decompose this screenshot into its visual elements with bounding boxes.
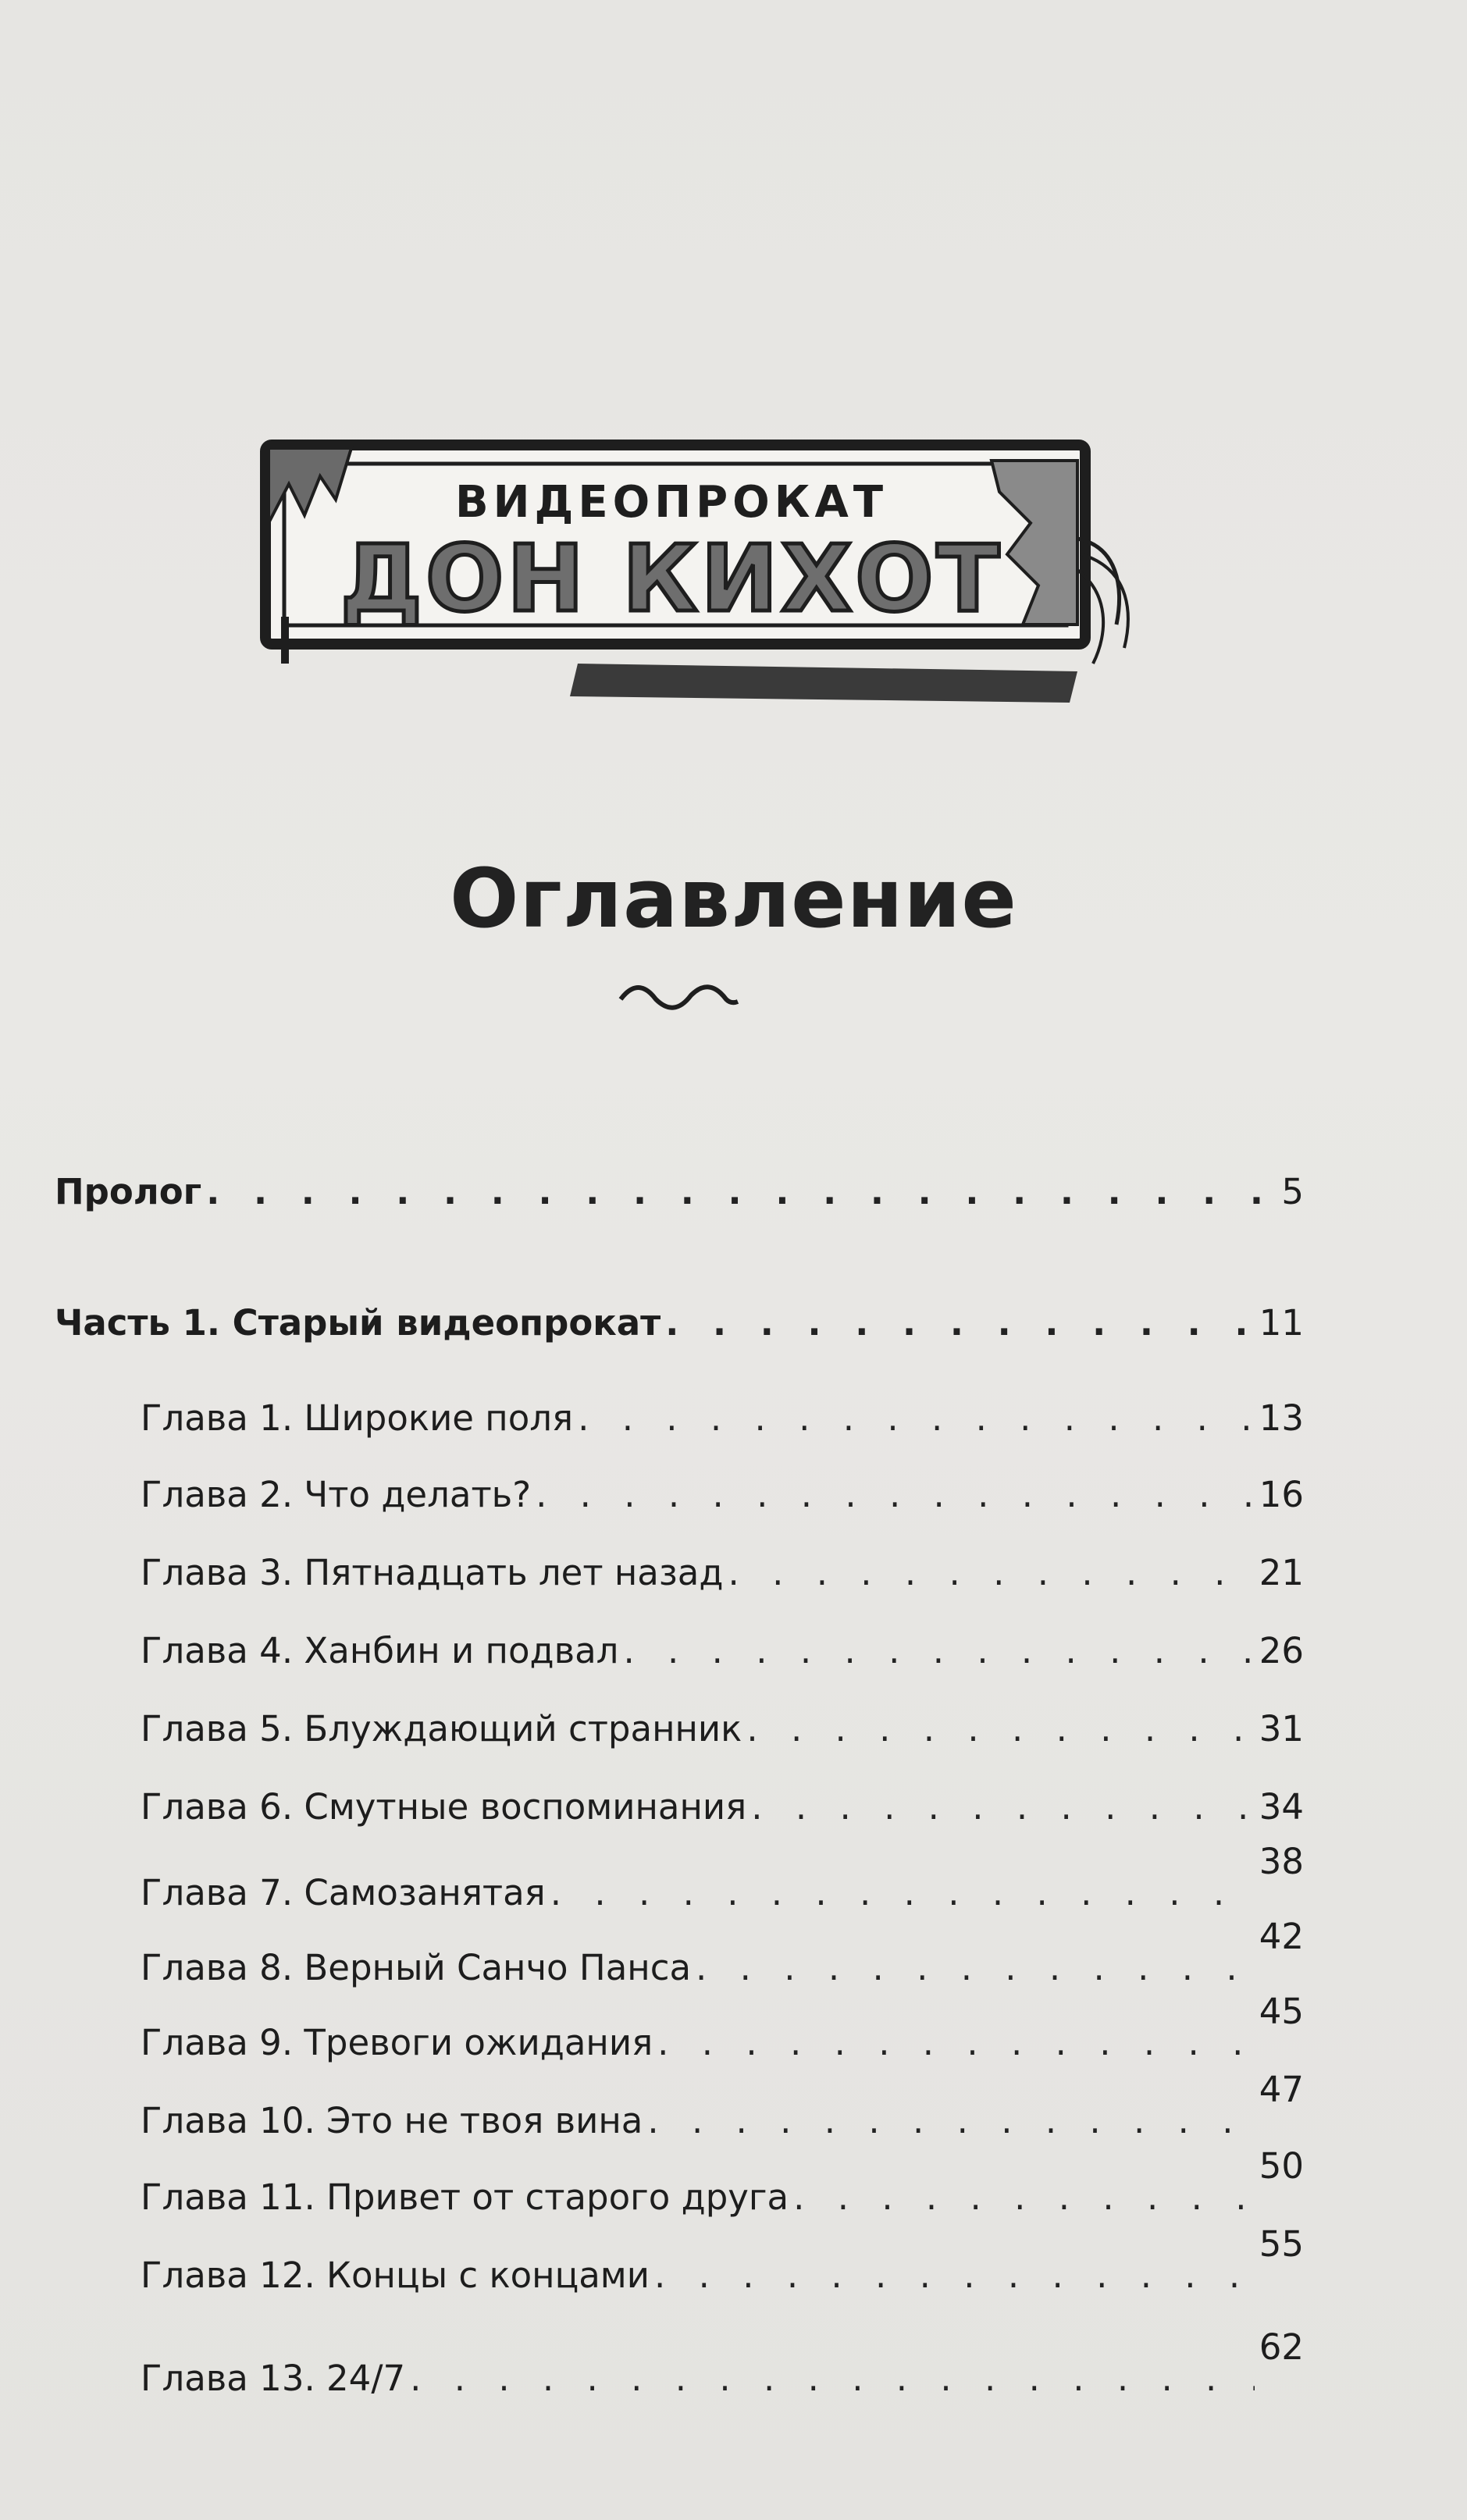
toc-entry-page: 62 xyxy=(1259,2326,1304,2368)
toc-entry-title: Глава 13. 24/7 xyxy=(141,2358,406,2399)
toc-entry-title: Глава 4. Ханбин и подвал xyxy=(141,1630,619,1671)
toc-entry-title: Глава 6. Смутные воспоминания xyxy=(141,1786,747,1828)
toc-entry-chapter[interactable] xyxy=(141,2326,1304,2399)
leader-dots xyxy=(550,1872,1255,1913)
toc-entry-prologue[interactable] xyxy=(55,1171,1304,1212)
toc-entry-page: 31 xyxy=(1259,1708,1304,1749)
toc-entry-chapter[interactable] xyxy=(141,2069,1304,2141)
toc-entry-chapter[interactable] xyxy=(141,1916,1304,1988)
toc-entry-page: 11 xyxy=(1259,1302,1304,1344)
toc-entry-page: 5 xyxy=(1281,1171,1304,1212)
toc-entry-title: Глава 1. Широкие поля xyxy=(141,1397,574,1439)
toc-entry-chapter[interactable] xyxy=(141,2223,1304,2296)
leader-dots xyxy=(657,2022,1255,2063)
toc-entry-title: Пролог xyxy=(55,1171,202,1212)
toc-entry-title: Глава 10. Это не твоя вина xyxy=(141,2100,643,2141)
toc-entry-title: Глава 2. Что делать? xyxy=(141,1474,532,1515)
leader-dots xyxy=(746,1708,1254,1749)
logo-sign xyxy=(258,429,1140,710)
leader-dots xyxy=(696,1947,1255,1988)
leader-dots xyxy=(654,2255,1255,2296)
leader-dots xyxy=(647,2100,1254,2141)
toc-entry-page: 42 xyxy=(1259,1916,1304,1957)
toc-entry-chapter[interactable] xyxy=(141,1786,1304,1828)
toc-entry-title: Глава 8. Верный Санчо Панса xyxy=(141,1947,692,1988)
toc-entry-page: 13 xyxy=(1259,1397,1304,1439)
toc-entry-page: 16 xyxy=(1259,1474,1304,1515)
logo-sign-graphic xyxy=(258,429,1140,710)
toc-entry-part1[interactable] xyxy=(55,1302,1304,1344)
toc-entry-chapter[interactable] xyxy=(141,1841,1304,1913)
toc-entry-page: 50 xyxy=(1259,2145,1304,2187)
leader-dots xyxy=(623,1630,1254,1671)
logo-line1: ВИДЕОПРОКАТ xyxy=(454,477,888,528)
logo-line2: ДОН КИХОТ xyxy=(340,525,1003,632)
toc-entry-page: 26 xyxy=(1259,1630,1304,1671)
squiggle-ornament xyxy=(617,980,742,1011)
toc-entry-chapter[interactable] xyxy=(141,1708,1304,1749)
toc-entry-chapter[interactable] xyxy=(141,1552,1304,1593)
toc-entry-page: 34 xyxy=(1259,1786,1304,1828)
toc-entry-chapter[interactable] xyxy=(141,2145,1304,2218)
toc-entry-page: 38 xyxy=(1259,1841,1304,1882)
toc-entry-title: Глава 5. Блуждающий странник xyxy=(141,1708,742,1749)
leader-dots xyxy=(578,1397,1255,1439)
toc-entry-title: Глава 7. Самозанятая xyxy=(141,1872,546,1913)
toc-entry-chapter[interactable] xyxy=(141,1630,1304,1671)
toc-entry-title: Глава 11. Привет от старого друга xyxy=(141,2177,789,2218)
leader-dots xyxy=(410,2358,1255,2399)
toc-entry-chapter[interactable] xyxy=(141,1474,1304,1515)
toc-entry-title: Часть 1. Старый видеопрокат xyxy=(55,1302,661,1344)
toc-entry-chapter[interactable] xyxy=(141,1397,1304,1439)
toc-entry-page: 47 xyxy=(1259,2069,1304,2110)
leader-dots xyxy=(751,1786,1254,1828)
leader-dots xyxy=(728,1552,1254,1593)
toc-entry-title: Глава 9. Тревоги ожидания xyxy=(141,2022,653,2063)
toc-entry-page: 45 xyxy=(1259,1991,1304,2032)
leader-dots xyxy=(206,1171,1277,1212)
toc-entry-page: 55 xyxy=(1259,2223,1304,2265)
toc-entry-title: Глава 3. Пятнадцать лет назад xyxy=(141,1552,724,1593)
toc-entry-title: Глава 12. Концы с концами xyxy=(141,2255,650,2296)
toc-entry-page: 21 xyxy=(1259,1552,1304,1593)
leader-dots xyxy=(536,1474,1255,1515)
page-title: Оглавление xyxy=(450,851,1017,946)
leader-dots xyxy=(665,1302,1254,1344)
toc-entry-chapter[interactable] xyxy=(141,1991,1304,2063)
leader-dots xyxy=(793,2177,1255,2218)
